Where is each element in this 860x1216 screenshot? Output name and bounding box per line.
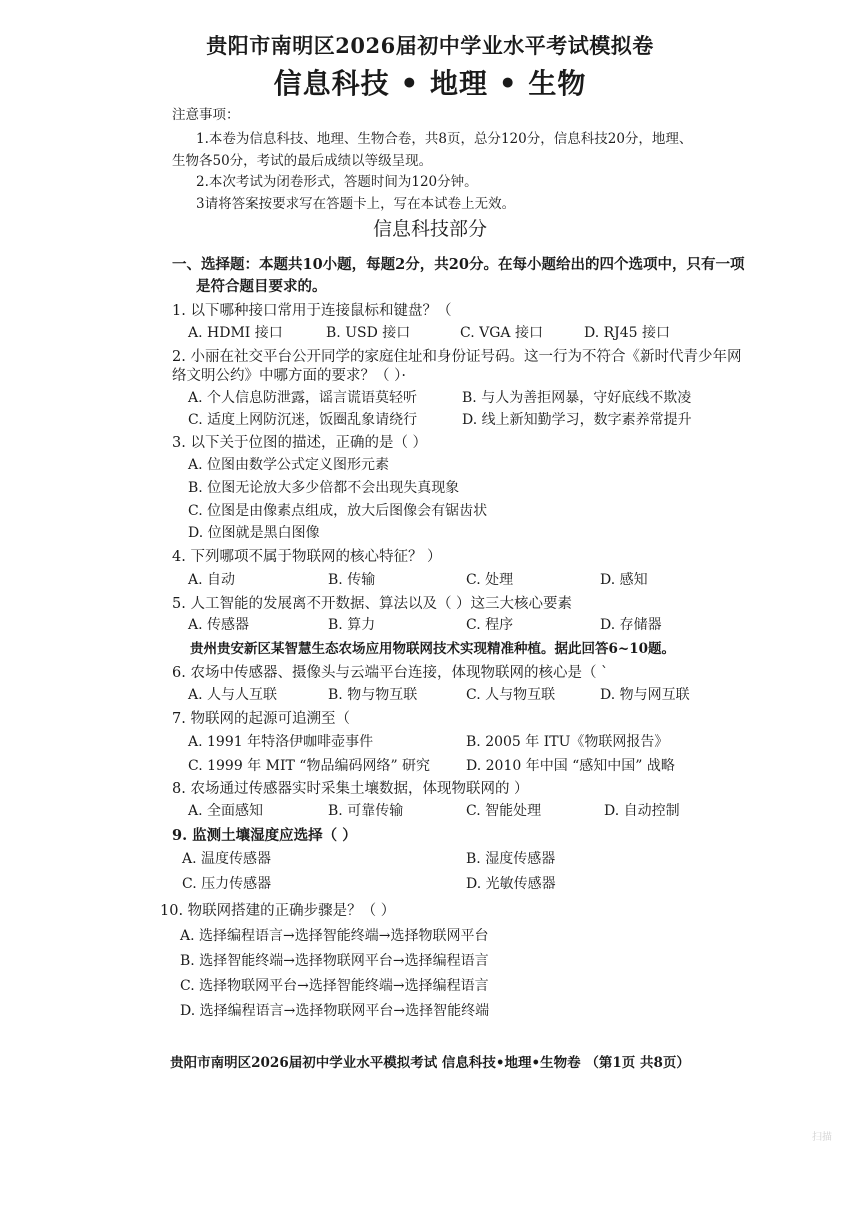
question-5-stem: 5. 人工智能的发展离不开数据、算法以及（ ）这三大核心要素 xyxy=(172,596,573,612)
question-1-option-c: C. VGA 接口 xyxy=(460,325,543,341)
notice-item-1-line-1: 1.本卷为信息科技、地理、生物合卷，共8页，总分120分，信息科技20分，地理、 xyxy=(196,131,693,147)
question-2-option-d: D. 线上新知勤学习，数字素养常提升 xyxy=(462,412,692,428)
scan-watermark: 扫描 xyxy=(812,1132,832,1143)
question-7-option-c: C. 1999 年 MIT “物品编码网络” 研究 xyxy=(188,758,431,774)
question-3-option-a: A. 位图由数学公式定义图形元素 xyxy=(188,457,390,473)
question-9-option-a: A. 温度传感器 xyxy=(182,851,272,867)
question-3-option-c: C. 位图是由像素点组成，放大后图像会有锯齿状 xyxy=(188,503,488,519)
section-intro-line-1: 一、选择题：本题共10小题，每题2分，共20分。在每小题给出的四个选项中，只有一项 xyxy=(172,256,745,273)
question-6-stem: 6. 农场中传感器、摄像头与云端平台连接，体现物联网的核心是（ ` xyxy=(172,665,609,681)
page-footer: 贵阳市南明区2026届初中学业水平模拟考试 信息科技•地理•生物卷 （第1页 共8页） xyxy=(170,1055,690,1071)
question-4-stem: 4. 下列哪项不属于物联网的核心特征？ ） xyxy=(172,549,442,565)
question-9-option-c: C. 压力传感器 xyxy=(182,876,272,892)
question-5-option-d: D. 存储器 xyxy=(600,617,662,633)
question-8-option-d: D. 自动控制 xyxy=(604,803,680,819)
question-8-option-c: C. 智能处理 xyxy=(466,803,542,819)
question-7-stem: 7. 物联网的起源可追溯至（ xyxy=(172,711,350,727)
notice-item-1-line-2: 生物各50分，考试的最后成绩以等级呈现。 xyxy=(172,153,433,169)
question-1-option-b: B. USD 接口 xyxy=(326,325,411,341)
question-6-option-a: A. 人与人互联 xyxy=(188,687,278,703)
question-2-stem-line-1: 2. 小丽在社交平台公开同学的家庭住址和身份证号码。这一行为不符合《新时代青少年网 xyxy=(172,349,742,365)
question-6-option-d: D. 物与网互联 xyxy=(600,687,690,703)
question-5-option-b: B. 算力 xyxy=(328,617,376,633)
question-8-option-a: A. 全面感知 xyxy=(188,803,264,819)
section-title: 信息科技部分 xyxy=(372,218,487,240)
question-7-option-d: D. 2010 年中国 “感知中国” 战略 xyxy=(466,758,675,774)
question-5-option-c: C. 程序 xyxy=(466,617,514,633)
question-4-option-d: D. 感知 xyxy=(600,572,648,588)
question-4-option-a: A. 自动 xyxy=(188,572,236,588)
question-2-option-b: B. 与人为善拒网暴，守好底线不欺凌 xyxy=(462,390,692,406)
question-3-option-b: B. 位图无论放大多少倍都不会出现失真现象 xyxy=(188,480,460,496)
notice-heading: 注意事项： xyxy=(172,107,240,123)
question-10-option-c: C. 选择物联网平台→选择智能终端→选择编程语言 xyxy=(180,978,489,994)
exam-subtitle: 信息科技 • 地理 • 生物 xyxy=(273,67,587,100)
question-2-stem-line-2: 络文明公约》中哪方面的要求？（ ）· xyxy=(172,368,406,384)
question-3-stem: 3. 以下关于位图的描述，正确的是（ ） xyxy=(172,435,428,451)
question-10-option-b: B. 选择智能终端→选择物联网平台→选择编程语言 xyxy=(180,953,489,969)
question-10-option-d: D. 选择编程语言→选择物联网平台→选择智能终端 xyxy=(180,1003,490,1019)
question-5-option-a: A. 传感器 xyxy=(188,617,250,633)
reading-passage: 贵州贵安新区某智慧生态农场应用物联网技术实现精准种植。据此回答6~10题。 xyxy=(190,641,675,657)
question-7-option-a: A. 1991 年特洛伊咖啡壶事件 xyxy=(188,734,374,750)
question-2-option-a: A. 个人信息防泄露，谣言谎语莫轻听 xyxy=(188,390,418,406)
question-8-option-b: B. 可靠传输 xyxy=(328,803,404,819)
question-4-option-c: C. 处理 xyxy=(466,572,514,588)
question-9-option-d: D. 光敏传感器 xyxy=(466,876,556,892)
question-2-option-c: C. 适度上网防沉迷，饭圈乱象请绕行 xyxy=(188,412,418,428)
question-1-stem: 1. 以下哪种接口常用于连接鼠标和键盘？（ xyxy=(172,303,452,319)
question-9-stem: 9. 监测土壤湿度应选择（ ） xyxy=(172,827,357,844)
question-3-option-d: D. 位图就是黑白图像 xyxy=(188,525,320,541)
section-intro-line-2: 是符合题目要求的。 xyxy=(196,278,327,295)
question-10-option-a: A. 选择编程语言→选择智能终端→选择物联网平台 xyxy=(180,928,489,944)
notice-item-3: 3请将答案按要求写在答题卡上，写在本试卷上无效。 xyxy=(196,196,516,212)
question-10-stem: 10. 物联网搭建的正确步骤是？（ ） xyxy=(160,903,396,919)
exam-title: 贵阳市南明区2026届初中学业水平考试模拟卷 xyxy=(206,33,654,58)
question-4-option-b: B. 传输 xyxy=(328,572,376,588)
question-1-option-d: D. RJ45 接口 xyxy=(584,325,671,341)
question-6-option-c: C. 人与物互联 xyxy=(466,687,556,703)
question-1-option-a: A. HDMI 接口 xyxy=(188,325,283,341)
question-7-option-b: B. 2005 年 ITU《物联网报告》 xyxy=(466,734,669,750)
question-8-stem: 8. 农场通过传感器实时采集土壤数据，体现物联网的 ） xyxy=(172,781,529,797)
question-9-option-b: B. 湿度传感器 xyxy=(466,851,556,867)
question-6-option-b: B. 物与物互联 xyxy=(328,687,418,703)
notice-item-2: 2.本次考试为闭卷形式，答题时间为120分钟。 xyxy=(196,174,478,190)
